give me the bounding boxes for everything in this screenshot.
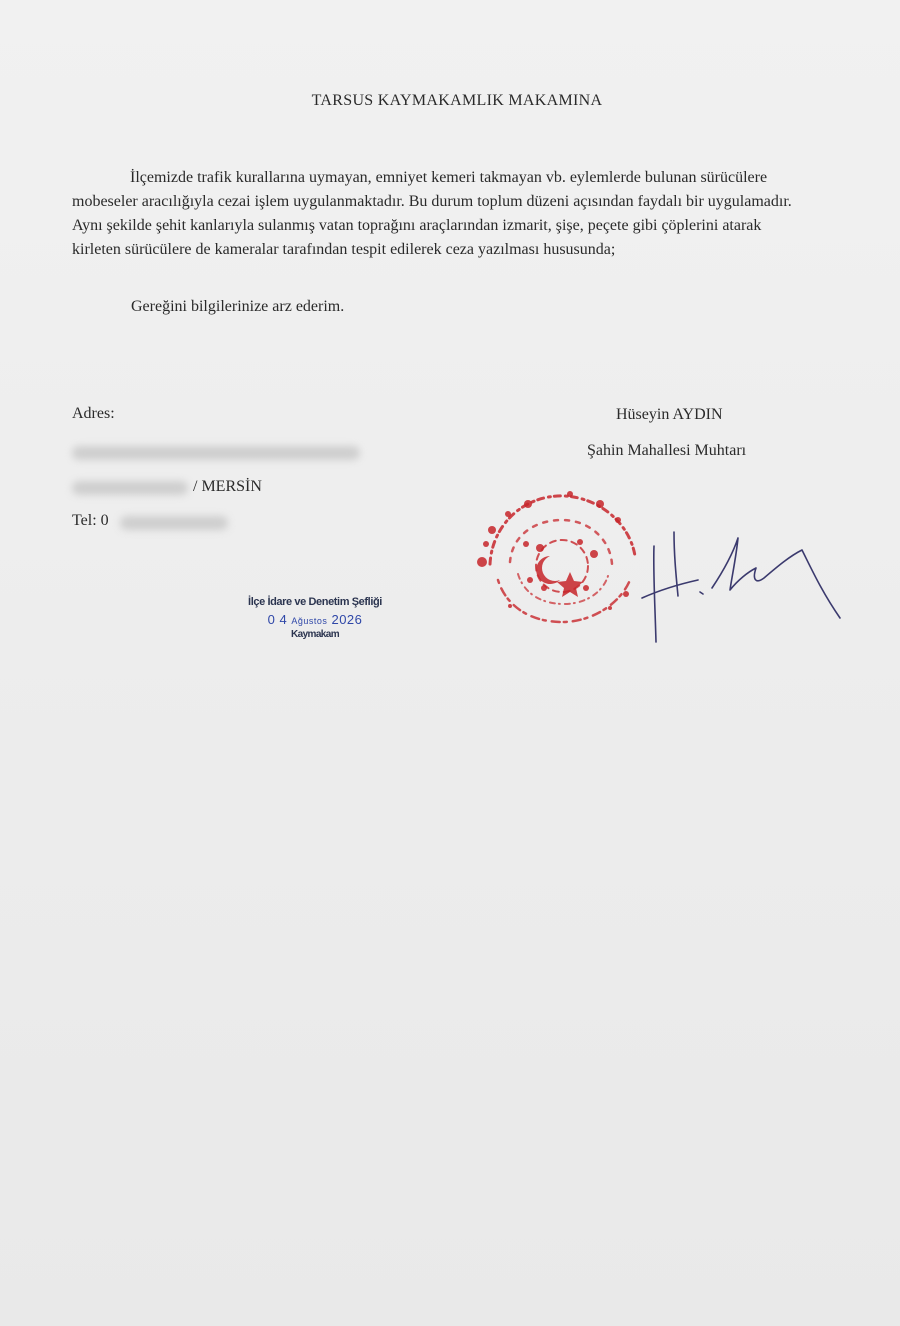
redacted-address-line-1 bbox=[72, 446, 360, 460]
receipt-year: 2026 bbox=[331, 612, 363, 627]
handwritten-signature bbox=[640, 510, 850, 645]
document-title: TARSUS KAYMAKAMLIK MAKAMINA bbox=[311, 92, 603, 109]
address-city: / MERSİN bbox=[193, 478, 262, 495]
receipt-date-stamp bbox=[220, 596, 410, 640]
phone-label: Tel: 0 bbox=[72, 512, 109, 529]
redacted-phone-number bbox=[120, 516, 228, 530]
redacted-address-line-2 bbox=[72, 481, 188, 495]
official-seal-stamp bbox=[470, 484, 650, 634]
signatory-position: Şahin Mahallesi Muhtarı bbox=[587, 442, 747, 459]
receipt-authority: Kaymakam bbox=[290, 629, 339, 640]
address-label: Adres: bbox=[72, 405, 115, 422]
signatory-name: Hüseyin AYDIN bbox=[616, 406, 723, 423]
receipt-office: İlçe İdare ve Denetim Şefliği bbox=[248, 596, 382, 608]
closing-line: Gereğini bilgilerinize arz ederim. bbox=[131, 298, 345, 315]
document-body bbox=[72, 166, 792, 262]
body-paragraph: İlçemizde trafik kurallarına uymayan, emniyet kemeri takmayan vb. eylemlerde bulunan sürücülere mobeseler aracılığıyla cezai işlem uygulanmaktadır. Bu durum toplum düzeni açısından faydalı bir uygulamadır. Aynı şekilde şehit kanlarıyla sulanmış vatan toprağını araçlarından izmarit, şişe, peçete gibi çöplerini atarak kirleten sürücülere de kameralar tarafından tespit edilerek ceza yazılması hususunda; bbox=[72, 169, 792, 258]
receipt-date bbox=[220, 612, 410, 627]
receipt-month: Ağustos bbox=[291, 616, 328, 626]
receipt-day: 0 4 bbox=[267, 612, 288, 627]
